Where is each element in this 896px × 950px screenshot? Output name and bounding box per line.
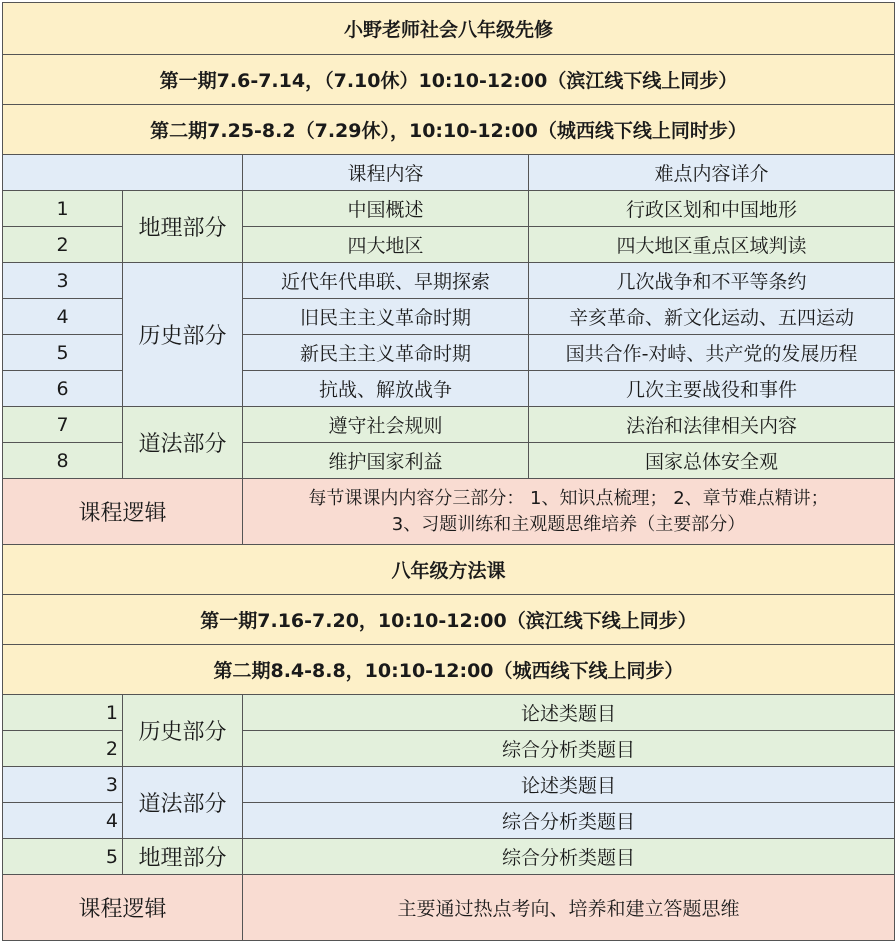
- table-row: [3, 767, 895, 803]
- row-detail: 国共合作-对峙、共产党的发展历程: [529, 335, 895, 371]
- row-detail: 几次战争和不平等条约: [529, 263, 895, 299]
- row-content: 旧民主主义革命时期: [243, 299, 529, 335]
- row-detail: 行政区划和中国地形: [529, 191, 895, 227]
- row-content: 综合分析类题目: [243, 839, 895, 875]
- row-content: 新民主主义革命时期: [243, 335, 529, 371]
- row-content: 四大地区: [243, 227, 529, 263]
- row-content: 近代年代串联、早期探索: [243, 263, 529, 299]
- row-detail: 四大地区重点区域判读: [529, 227, 895, 263]
- pre-course-table: [2, 2, 895, 545]
- method-logic-label: 课程逻辑: [3, 875, 243, 941]
- header-difficulty-detail: 难点内容详介: [529, 155, 895, 191]
- row-detail: 几次主要战役和事件: [529, 371, 895, 407]
- course-logic-line-1: 每节课课内内容分三部分： 1、知识点梳理； 2、章节难点精讲；: [308, 487, 829, 509]
- row-number: 2: [3, 227, 123, 263]
- row-content: 抗战、解放战争: [243, 371, 529, 407]
- table-row: [3, 263, 895, 299]
- row-detail: 国家总体安全观: [529, 443, 895, 479]
- row-number: 3: [3, 263, 123, 299]
- course-logic-line-2: 3、习题训练和主观题思维培养（主要部分）: [391, 513, 746, 535]
- header-blank: [3, 155, 243, 191]
- method-course-table: [2, 544, 895, 941]
- table-row: [3, 839, 895, 875]
- row-number: 4: [3, 299, 123, 335]
- method-group-history: 历史部分: [123, 695, 243, 767]
- course-logic-text: [243, 479, 895, 545]
- row-content: 综合分析类题目: [243, 803, 895, 839]
- row-content: 遵守社会规则: [243, 407, 529, 443]
- method-course-title: 八年级方法课: [3, 545, 895, 595]
- method-course-session-1: 第一期7.16-7.20，10:10-12:00（滨江线下线上同步）: [3, 595, 895, 645]
- course-schedule-sheet: [2, 2, 894, 946]
- row-number: 5: [3, 335, 123, 371]
- pre-course-session-2: 第二期7.25-8.2（7.29休），10:10-12:00（城西线下线上同时步）: [3, 105, 895, 155]
- row-content: 综合分析类题目: [243, 731, 895, 767]
- row-number: 6: [3, 371, 123, 407]
- row-number: 3: [3, 767, 123, 803]
- row-content: 中国概述: [243, 191, 529, 227]
- group-geography: 地理部分: [123, 191, 243, 263]
- row-detail: 辛亥革命、新文化运动、五四运动: [529, 299, 895, 335]
- row-content: 维护国家利益: [243, 443, 529, 479]
- pre-course-title: 小野老师社会八年级先修: [3, 3, 895, 55]
- pre-course-session-1: 第一期7.6-7.14，（7.10休）10:10-12:00（滨江线下线上同步）: [3, 55, 895, 105]
- row-number: 7: [3, 407, 123, 443]
- group-history: 历史部分: [123, 263, 243, 407]
- method-course-session-2: 第二期8.4-8.8，10:10-12:00（城西线下线上同步）: [3, 645, 895, 695]
- row-number: 4: [3, 803, 123, 839]
- row-number: 1: [3, 191, 123, 227]
- method-logic-text: 主要通过热点考向、培养和建立答题思维: [243, 875, 895, 941]
- header-course-content: 课程内容: [243, 155, 529, 191]
- row-number: 8: [3, 443, 123, 479]
- method-group-morality-law: 道法部分: [123, 767, 243, 839]
- row-number: 5: [3, 839, 123, 875]
- row-number: 2: [3, 731, 123, 767]
- method-group-geography: 地理部分: [123, 839, 243, 875]
- course-logic-label: 课程逻辑: [3, 479, 243, 545]
- row-content: 论述类题目: [243, 695, 895, 731]
- row-detail: 法治和法律相关内容: [529, 407, 895, 443]
- table-row: [3, 407, 895, 443]
- table-row: [3, 191, 895, 227]
- row-content: 论述类题目: [243, 767, 895, 803]
- table-row: [3, 695, 895, 731]
- group-morality-law: 道法部分: [123, 407, 243, 479]
- row-number: 1: [3, 695, 123, 731]
